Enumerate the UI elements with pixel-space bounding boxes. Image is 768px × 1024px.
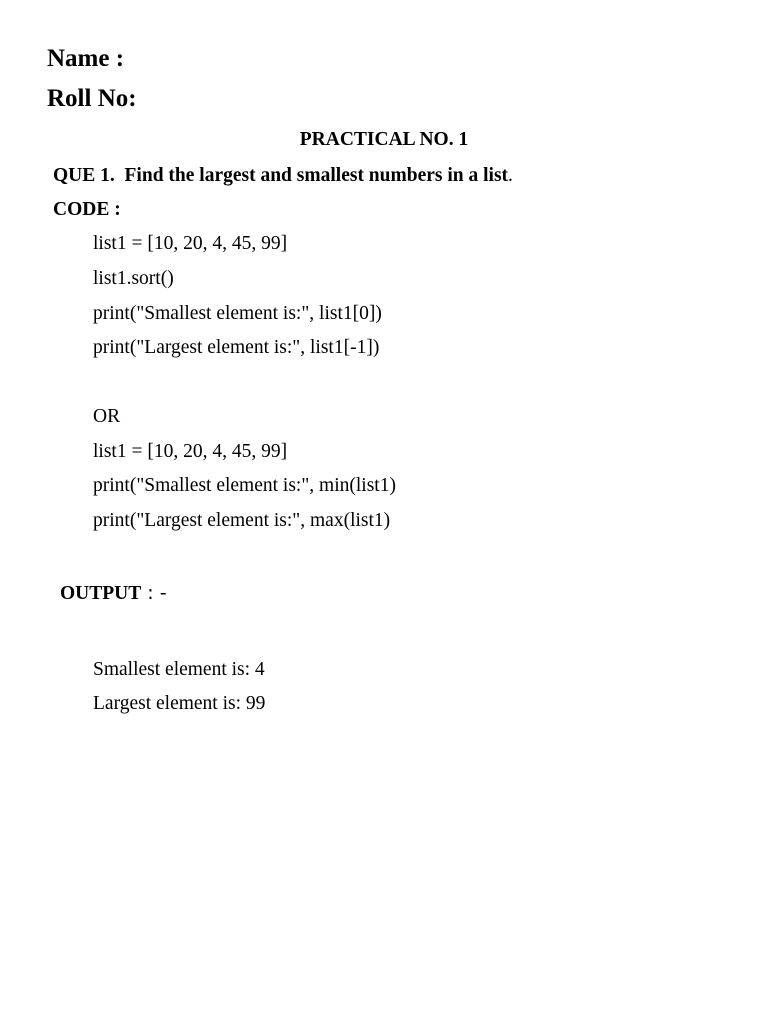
practical-title: PRACTICAL NO. 1 — [299, 129, 469, 150]
output-separator: : - — [141, 582, 167, 604]
or-label: OR — [93, 406, 121, 427]
code-line: list1 = [10, 20, 4, 45, 99] — [93, 441, 288, 462]
roll-number-label: Roll No: — [47, 85, 137, 112]
output-line: Smallest element is: 4 — [93, 659, 265, 680]
code-line: print("Largest element is:", max(list1) — [93, 510, 391, 531]
name-label: Name : — [47, 45, 125, 72]
code-line: list1.sort() — [93, 268, 174, 289]
code-line: print("Smallest element is:", list1[0]) — [93, 303, 382, 324]
code-label: CODE : — [53, 199, 121, 220]
output-line: Largest element is: 99 — [93, 693, 266, 714]
code-line: print("Smallest element is:", min(list1) — [93, 475, 396, 496]
code-line: print("Largest element is:", list1[-1]) — [93, 337, 380, 358]
output-heading — [60, 584, 167, 604]
code-line: list1 = [10, 20, 4, 45, 99] — [93, 233, 288, 254]
output-label: OUTPUT — [60, 583, 142, 604]
question-text: Find the largest and smallest numbers in a list — [124, 165, 509, 186]
question-suffix: . — [508, 165, 513, 186]
question-number: QUE 1. — [53, 165, 125, 186]
question-line — [53, 166, 513, 186]
